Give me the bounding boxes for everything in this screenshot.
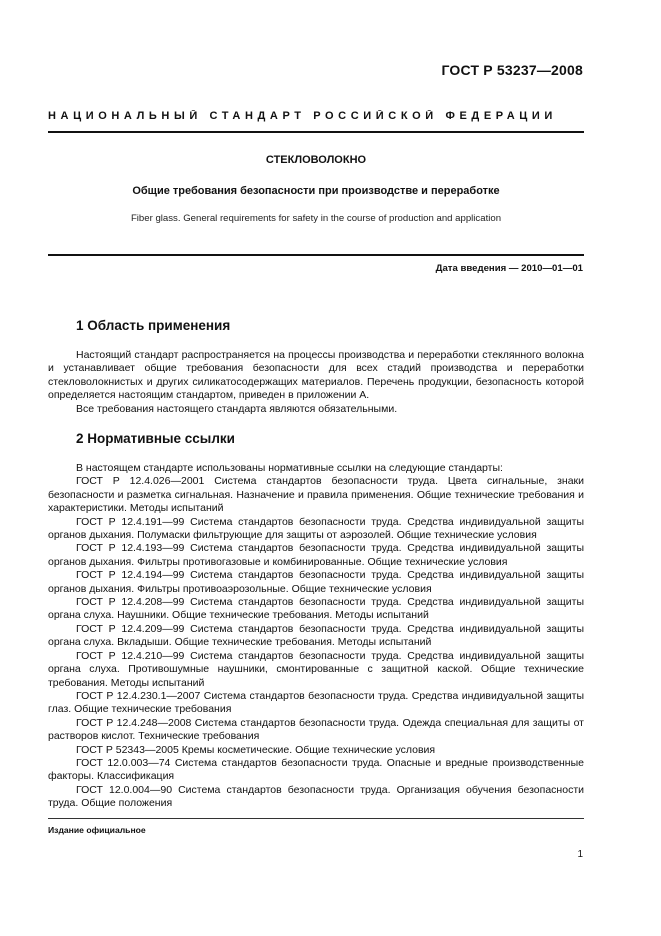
paragraph: Настоящий стандарт распространяется на процессы производства и переработки стеклянного волокна и устанавливает общие требования безопасности для всех стадий производства и переработки стекловолокнистых и других силикатосодержащих материалов. Перечень продукции, безопасность которой определяется настоящим стандартом, приведен в приложении А. [48, 349, 584, 402]
references-intro: В настоящем стандарте использованы нормативные ссылки на следующие стандарты: [76, 462, 503, 474]
document-subtitle: Общие требования безопасности при производстве и переработке [132, 185, 500, 197]
reference-item: ГОСТ 12.0.003—74 Система стандартов безопасности труда. Опасные и вредные производственные факторы. Классификация [48, 756, 584, 783]
document-title: СТЕКЛОВОЛОКНО [265, 154, 367, 166]
official-edition-label: Издание официальное [48, 825, 146, 835]
reference-item: ГОСТ Р 12.4.209—99 Система стандартов безопасности труда. Средства индивидуальной защиты органа слуха. Вкладыши. Общие технические требования. Методы испытаний [48, 622, 584, 649]
reference-item: ГОСТ Р 12.4.230.1—2007 Система стандартов безопасности труда. Средства индивидуальной защиты глаз. Общие технические требования [48, 689, 584, 716]
document-code: ГОСТ Р 53237—2008 [441, 62, 583, 78]
english-title: Fiber glass. General requirements for safety in the course of production and application [130, 213, 502, 224]
reference-item: ГОСТ Р 12.4.026—2001 Система стандартов безопасности труда. Цвета сигнальные, знаки безопасности и разметка сигнальная. Назначение и правила применения. Общие технические требования и характеристики. Методы испытаний [48, 475, 584, 515]
scope-section-body [48, 349, 584, 416]
section-heading-normative-references: 2 Нормативные ссылки [76, 431, 235, 446]
reference-item: ГОСТ Р 52343—2005 Кремы косметические. Общие технические условия [76, 743, 436, 756]
effective-date: Дата введения — 2010—01—01 [435, 263, 583, 274]
footer-divider [48, 818, 584, 819]
reference-item: ГОСТ Р 12.4.191—99 Система стандартов безопасности труда. Средства индивидуальной защиты органов дыхания. Полумаски фильтрующие для защиты от аэрозолей. Общие технические условия [48, 515, 584, 542]
normative-references-body [48, 462, 584, 811]
page-number: 1 [577, 849, 583, 860]
reference-item: ГОСТ 12.0.004—90 Система стандартов безопасности труда. Организация обучения безопасности труда. Общие положения [48, 783, 584, 810]
paragraph: Все требования настоящего стандарта являются обязательными. [76, 402, 398, 415]
section-heading-scope: 1 Область применения [76, 318, 231, 333]
reference-item: ГОСТ Р 12.4.208—99 Система стандартов безопасности труда. Средства индивидуальной защиты органа слуха. Наушники. Общие технические требования. Методы испытаний [48, 596, 584, 622]
reference-item: ГОСТ Р 12.4.248—2008 Система стандартов безопасности труда. Одежда специальная для защиты от растворов кислот. Технические требования [48, 716, 584, 743]
reference-item: ГОСТ Р 12.4.193—99 Система стандартов безопасности труда. Средства индивидуальной защиты органов дыхания. Фильтры противогазовые и комбинированные. Общие технические условия [48, 542, 584, 568]
header-divider [48, 131, 584, 133]
reference-item: ГОСТ Р 12.4.210—99 Система стандартов безопасности труда. Средства индивидуальной защиты органа слуха. Противошумные наушники, смонтированные с защитной каской. Общие технические требования. Методы испытаний [48, 649, 584, 689]
title-divider [48, 254, 584, 256]
reference-item: ГОСТ Р 12.4.194—99 Система стандартов безопасности труда. Средства индивидуальной защиты органов дыхания. Фильтры противоаэрозольные. Общие технические условия [48, 569, 584, 595]
national-standard-banner: НАЦИОНАЛЬНЫЙ СТАНДАРТ РОССИЙСКОЙ ФЕДЕРАЦИИ [48, 110, 557, 122]
